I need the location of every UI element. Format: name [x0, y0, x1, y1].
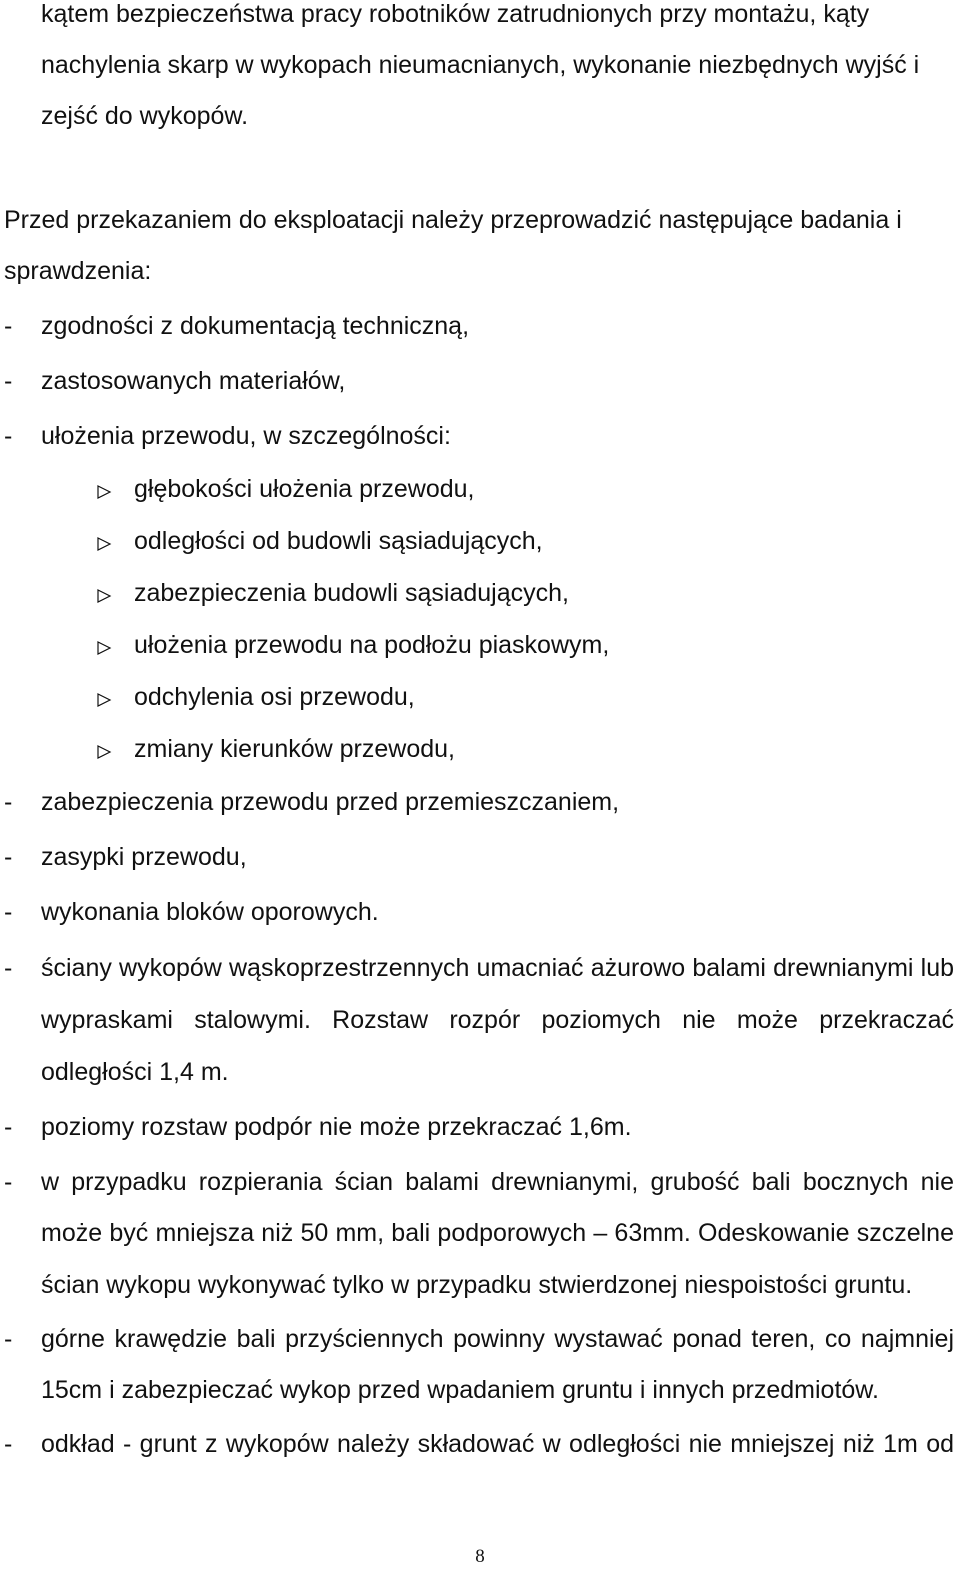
triangle-bullet-icon: [96, 744, 112, 760]
list-item-text: wykonania bloków oporowych.: [41, 898, 379, 926]
dash-bullet: -: [4, 422, 13, 450]
sub-list-item-text: odchylenia osi przewodu,: [134, 683, 415, 711]
triangle-bullet-icon: [96, 692, 112, 708]
sub-list-item-text: ułożenia przewodu na podłożu piaskowym,: [134, 631, 610, 659]
dash-bullet: -: [4, 1113, 13, 1141]
dash-bullet: -: [4, 312, 13, 340]
dash-bullet: -: [4, 954, 13, 982]
dash-bullet: -: [4, 1168, 13, 1196]
paragraph-line: sprawdzenia:: [4, 257, 152, 285]
triangle-bullet-icon: [96, 588, 112, 604]
rule-line: odległości 1,4 m.: [41, 1058, 229, 1086]
list-item-text: zastosowanych materiałów,: [41, 367, 346, 395]
paragraph-line: nachylenia skarp w wykopach nieumacnianych, wykonanie niezbędnych wyjść i: [41, 51, 920, 79]
rule-line: poziomy rozstaw podpór nie może przekraczać 1,6m.: [41, 1113, 632, 1141]
rule-line: w przypadku rozpierania ścian balami drewnianymi, grubość bali bocznych nie: [41, 1168, 954, 1196]
rule-line: ścian wykopu wykonywać tylko w przypadku stwierdzonej niespoistości gruntu.: [41, 1271, 913, 1299]
dash-bullet: -: [4, 1430, 13, 1458]
dash-bullet: -: [4, 898, 13, 926]
list-item-text: zgodności z dokumentacją techniczną,: [41, 312, 470, 340]
rule-line: odkład - grunt z wykopów należy składować w odległości nie mniejszej niż 1m od: [41, 1430, 954, 1458]
sub-list-item-text: odległości od budowli sąsiadujących,: [134, 527, 543, 555]
dash-bullet: -: [4, 1325, 13, 1353]
rule-line: wypraskami stalowymi. Rozstaw rozpór poziomych nie może przekraczać: [41, 1006, 954, 1034]
list-item-text: zabezpieczenia przewodu przed przemieszczaniem,: [41, 788, 620, 816]
dash-bullet: -: [4, 367, 13, 395]
rule-line: górne krawędzie bali przyściennych powinny wystawać ponad teren, co najmniej: [41, 1325, 954, 1353]
sub-list-item-text: zmiany kierunków przewodu,: [134, 735, 455, 763]
rule-line: 15cm i zabezpieczać wykop przed wpadaniem gruntu i innych przedmiotów.: [41, 1376, 879, 1404]
rule-line: może być mniejsza niż 50 mm, bali podporowych – 63mm. Odeskowanie szczelne: [41, 1219, 954, 1247]
paragraph-line: zejść do wykopów.: [41, 102, 249, 130]
rule-line: ściany wykopów wąskoprzestrzennych umacniać ażurowo balami drewnianymi lub: [41, 954, 954, 982]
paragraph-line: Przed przekazaniem do eksploatacji należy przeprowadzić następujące badania i: [4, 206, 902, 234]
sub-list-item-text: zabezpieczenia budowli sąsiadujących,: [134, 579, 569, 607]
paragraph-line: kątem bezpieczeństwa pracy robotników zatrudnionych przy montażu, kąty: [41, 0, 870, 28]
triangle-bullet-icon: [96, 640, 112, 656]
list-item-text: zasypki przewodu,: [41, 843, 247, 871]
dash-bullet: -: [4, 788, 13, 816]
page-number: 8: [475, 1546, 485, 1567]
list-item-text: ułożenia przewodu, w szczególności:: [41, 422, 451, 450]
triangle-bullet-icon: [96, 536, 112, 552]
sub-list-item-text: głębokości ułożenia przewodu,: [134, 475, 475, 503]
triangle-bullet-icon: [96, 484, 112, 500]
dash-bullet: -: [4, 843, 13, 871]
